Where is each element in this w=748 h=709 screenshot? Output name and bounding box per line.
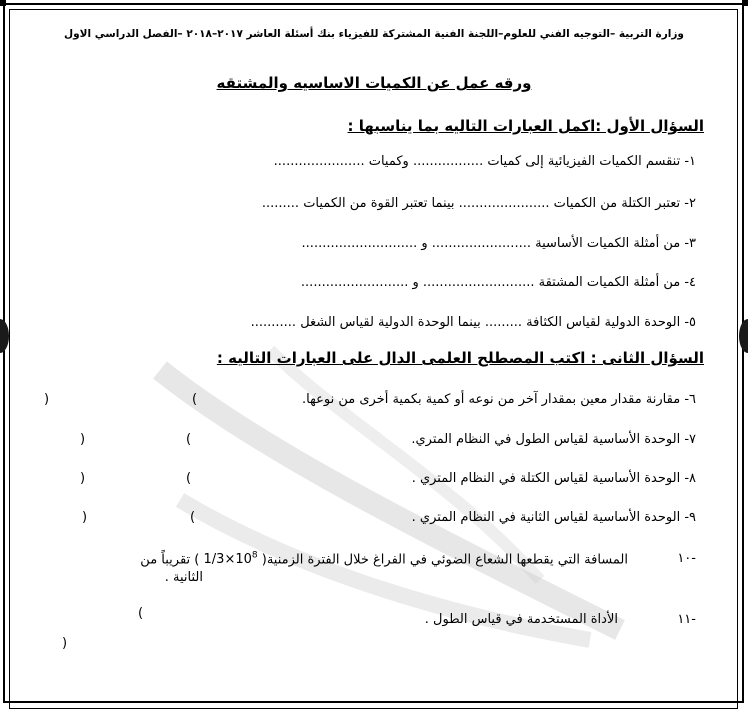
answer-paren-close: ) <box>80 432 86 447</box>
question-11-number: -١١ <box>677 612 696 627</box>
question-8: ٨- الوحدة الأساسية لقياس الكتلة في النظام المتري . <box>411 471 696 486</box>
question-10-number: -١٠ <box>677 551 696 566</box>
question-2: ٢- تعتبر الكتلة من الكميات ...................... بينما تعتبر القوة من الكميات ......... <box>261 196 696 211</box>
question-9: ٩- الوحدة الأساسية لقياس الثانية في النظام المتري . <box>411 510 696 525</box>
answer-paren-close: ) <box>82 510 88 525</box>
question-10-exponent: 8 <box>251 551 258 561</box>
question-11: الأداة المستخدمة في قياس الطول . <box>424 612 618 627</box>
question-10-text: المسافة التي يقطعها الشعاع الضوئي في الفراغ خلال الفترة الزمنية( <box>261 552 628 568</box>
question-5: ٥- الوحدة الدولية لقياس الكثافة ......... بينما الوحدة الدولية لقياس الشغل ........... <box>250 315 696 330</box>
question-10 <box>140 551 628 567</box>
page-title: ورقه عمل عن الكميات الاساسيه والمشتقه <box>216 74 532 92</box>
answer-paren-close: ) <box>62 636 68 651</box>
question-4: ٤- من أمثلة الكميات المشتقة ........................... و .......................... <box>300 275 696 290</box>
section1-heading: السؤال الأول :اكمل العبارات التاليه بما يناسبها : <box>347 117 704 135</box>
question-10-coefficient: 1/3×10 <box>203 552 252 568</box>
section2-heading: السؤال الثانى : اكتب المصطلح العلمى الدال على العبارات التاليه : <box>216 349 704 367</box>
question-10-continued: الثانية . <box>164 570 203 585</box>
question-3: ٣- من أمثلة الكميات الأساسية ........................ و ............................ <box>301 236 696 251</box>
question-7: ٧- الوحدة الأساسية لقياس الطول في النظام المتري. <box>411 432 696 447</box>
answer-paren-open: ( <box>138 606 144 621</box>
answer-paren-open: ( <box>186 471 192 486</box>
question-6: ٦- مقارنة مقدار معين بمقدار آخر من نوعه أو كمية بكمية أخرى من نوعها. <box>302 392 696 407</box>
answer-paren-close: ) <box>80 471 86 486</box>
answer-paren-open: ( <box>192 392 198 407</box>
header-line: وزارة التربية –التوجيه الفني للعلوم–اللجنة الفنية المشتركة للفيزياء بنك أسئلة العاشر ٢٠١٧–٢٠١٨ –الفصل الدراسي الاول <box>64 28 684 40</box>
question-10-value <box>204 552 258 567</box>
answer-paren-close: ) <box>44 392 50 407</box>
answer-paren-open: ( <box>186 432 192 447</box>
corner-mark <box>742 0 748 6</box>
corner-mark <box>0 0 6 6</box>
answer-paren-open: ( <box>190 510 196 525</box>
question-1: ١- تنقسم الكميات الفيزيائية إلى كميات ................. وكميات ...................... <box>273 154 696 169</box>
question-10-tail: ) تقريباً من <box>140 552 200 568</box>
